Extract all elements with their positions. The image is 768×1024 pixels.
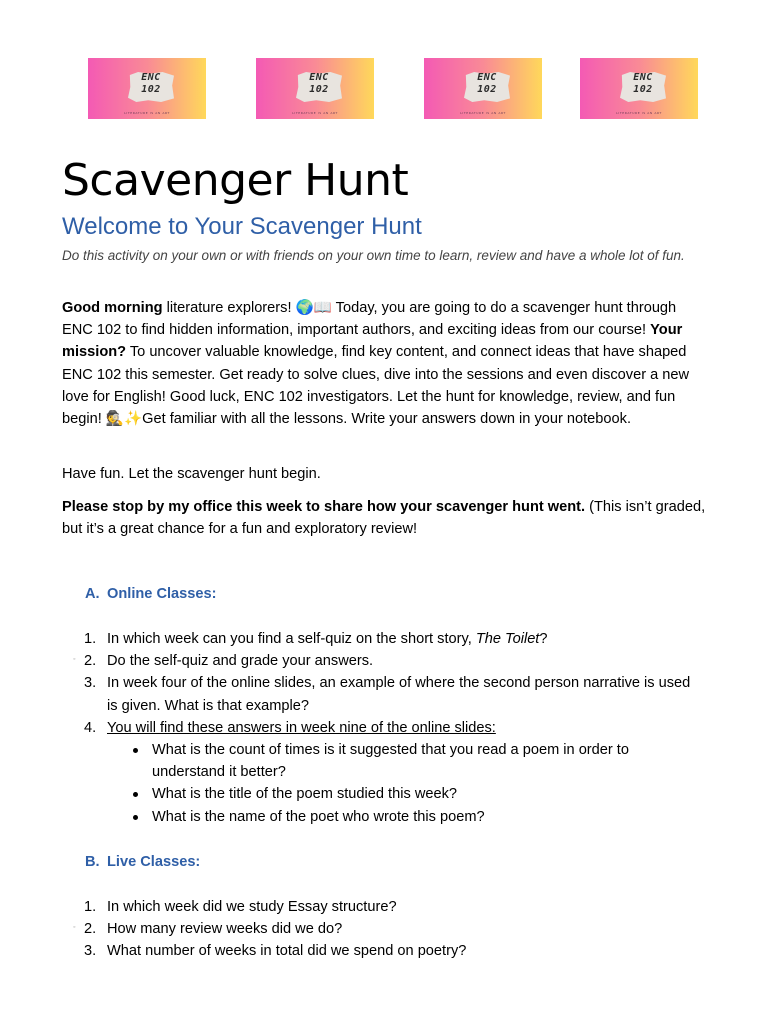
document-tagline: Do this activity on your own or with friends on your own time to learn, review and have a whole lot of fun. [62, 248, 685, 263]
question-text: How many review weeks did we do? [107, 921, 343, 938]
section-title: Online Classes: [107, 586, 217, 602]
question-text: You will find these answers in week nine of the online slides: [107, 719, 496, 736]
section-a-questions [84, 628, 704, 828]
question-number: 3. [84, 943, 97, 960]
section-b-questions [84, 896, 704, 963]
question-number: 2. [84, 921, 97, 938]
question-text: In week four of the online slides, an example of where the second person narrative is used is given. What is that example? [107, 675, 691, 714]
course-banner [580, 58, 698, 119]
question-text: Do the self-quiz and grade your answers. [107, 653, 374, 670]
list-marker-glyph: ◦ [73, 656, 76, 663]
question-text: In which week can you find a self-quiz on the short story, [107, 631, 476, 647]
question-item [84, 672, 704, 716]
list-marker-glyph: ◦ [73, 924, 76, 931]
question-number: 2. [84, 653, 97, 670]
banner-tagline: LITERATURE IS AN ART [460, 111, 506, 115]
question-number: 3. [84, 675, 97, 692]
banner-tagline: LITERATURE IS AN ART [292, 111, 338, 115]
section-letter: A. [85, 586, 100, 602]
course-banner [256, 58, 374, 119]
course-logo-text: ENC 102 [477, 72, 497, 95]
question-text: In which week did we study Essay structure? [107, 899, 397, 915]
section-letter: B. [85, 854, 100, 870]
question-text: What number of weeks in total did we spend on poetry? [107, 943, 467, 960]
story-title: The Toilet [475, 631, 540, 647]
section-a-heading [85, 583, 217, 605]
question-number: 1. [84, 631, 97, 647]
section-b-heading [85, 851, 200, 873]
question-number: 4. [84, 719, 97, 736]
banner-row [0, 58, 768, 120]
question-item [84, 717, 704, 828]
office-text: (This isn’t graded, but it’s a great chance for a fun and exploratory review! [62, 499, 706, 538]
intro-text: literature explorers! 🌍📖 Today, you are going to do a scavenger hunt through ENC 102 to find hidden information, important authors, and exciting ideas from our course! [62, 300, 677, 339]
document-subtitle: Welcome to Your Scavenger Hunt [62, 213, 422, 240]
intro-text: To uncover valuable knowledge, find key content, and connect ideas that have shaped ENC 102 this semester. Get ready to solve clues, dive into the sessions and even discover a new love for English! Good luck, ENC 102 investigators. Let the hunt for knowledge, review, and fun begin! 🕵️✨Get familiar with all the lessons. Write your answers down in your notebook. [62, 344, 690, 428]
course-logo-text: ENC 102 [309, 72, 329, 95]
document-title: Scavenger Hunt [62, 155, 409, 206]
bullet-list [107, 739, 704, 828]
course-logo-text: ENC 102 [633, 72, 653, 95]
have-fun-paragraph: Have fun. Let the scavenger hunt begin. [62, 466, 321, 482]
question-item [84, 940, 704, 962]
question-item [84, 896, 704, 918]
section-title: Live Classes: [107, 854, 201, 870]
banner-tagline: LITERATURE IS AN ART [124, 111, 170, 115]
mission-bold: Your mission? [62, 322, 683, 361]
greeting-bold: Good morning [62, 300, 163, 316]
banner-tagline: LITERATURE IS AN ART [616, 111, 662, 115]
question-item [84, 918, 704, 940]
question-item [84, 628, 704, 650]
office-paragraph [62, 496, 710, 540]
question-text-end: ? [539, 631, 548, 647]
course-banner [424, 58, 542, 119]
office-bold: Please stop by my office this week to share how your scavenger hunt went. [62, 499, 586, 515]
bullet-item: What is the count of times is it suggested that you read a poem in order to understand it better? [107, 739, 704, 783]
question-item [84, 650, 704, 672]
question-number: 1. [84, 899, 97, 915]
bullet-item: What is the name of the poet who wrote this poem? [107, 806, 704, 828]
course-logo-text: ENC 102 [141, 72, 161, 95]
course-banner [88, 58, 206, 119]
intro-paragraph [62, 297, 710, 430]
bullet-item: What is the title of the poem studied this week? [107, 783, 704, 805]
